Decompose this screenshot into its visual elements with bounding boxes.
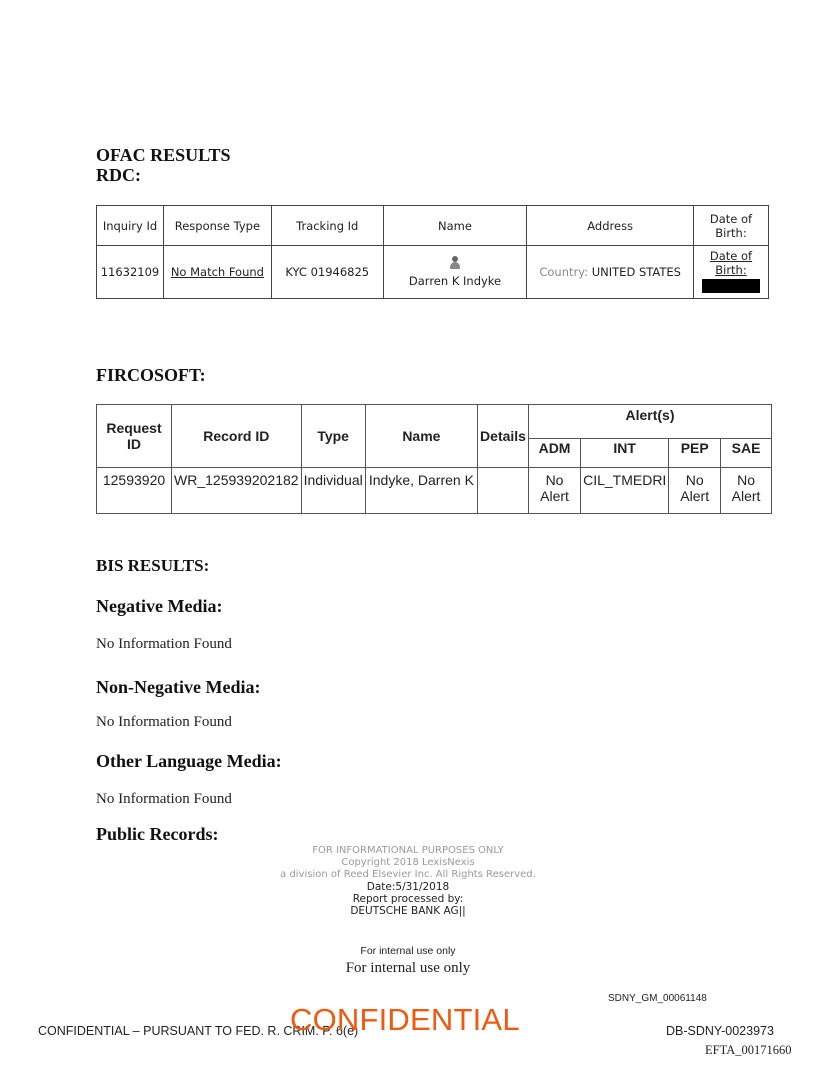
header-record-id: Record ID bbox=[172, 405, 302, 468]
type-cell: Individual bbox=[301, 468, 365, 514]
response-type-cell bbox=[163, 246, 271, 299]
rdc-results-table bbox=[96, 205, 769, 299]
header-address: Address bbox=[527, 206, 694, 246]
tracking-id-cell: KYC 01946825 bbox=[271, 246, 383, 299]
copyright-line: Copyright 2018 LexisNexis bbox=[341, 857, 475, 868]
header-name: Name bbox=[383, 206, 527, 246]
name-cell bbox=[383, 246, 527, 299]
lexisnexis-notice bbox=[0, 845, 816, 917]
pep-cell: No Alert bbox=[669, 468, 721, 514]
country-label: Country: bbox=[539, 265, 589, 279]
sae-cell: No Alert bbox=[721, 468, 772, 514]
request-id-cell: 12593920 bbox=[97, 468, 172, 514]
header-tracking-id: Tracking Id bbox=[271, 206, 383, 246]
inquiry-id-cell: 11632109 bbox=[97, 246, 164, 299]
sdny-bates-number: SDNY_GM_00061148 bbox=[608, 993, 707, 1004]
header-int: INT bbox=[581, 439, 669, 468]
public-records-title: Public Records: bbox=[96, 824, 219, 844]
header-details: Details bbox=[478, 405, 529, 468]
internal-use-notice-small: For internal use only bbox=[360, 945, 456, 957]
country-value: UNITED STATES bbox=[591, 265, 681, 279]
header-pep: PEP bbox=[669, 439, 721, 468]
person-icon bbox=[449, 256, 461, 269]
internal-use-notice: For internal use only bbox=[345, 960, 471, 976]
non-negative-media-title: Non-Negative Media: bbox=[96, 677, 261, 697]
negative-media-text: No Information Found bbox=[96, 636, 232, 652]
int-cell: CIL_TMEDRI bbox=[581, 468, 669, 514]
header-adm: ADM bbox=[528, 439, 580, 468]
processed-by-label: Report processed by: bbox=[352, 893, 464, 905]
non-negative-media-text: No Information Found bbox=[96, 714, 232, 730]
table-row bbox=[97, 468, 772, 514]
negative-media-title: Negative Media: bbox=[96, 596, 223, 616]
rdc-header-row bbox=[97, 206, 769, 246]
person-name: Darren K Indyke bbox=[408, 274, 502, 288]
record-id-cell: WR_125939202182 bbox=[172, 468, 302, 514]
header-sae: SAE bbox=[721, 439, 772, 468]
header-date-of-birth: Date of Birth: bbox=[693, 206, 768, 246]
confidential-stamp: CONFIDENTIAL bbox=[290, 1002, 520, 1037]
header-response-type: Response Type bbox=[163, 206, 271, 246]
dob-cell bbox=[693, 246, 768, 299]
fircosoft-heading: FIRCOSOFT: bbox=[96, 365, 206, 385]
address-cell bbox=[527, 246, 694, 299]
no-match-found-link[interactable]: No Match Found bbox=[170, 265, 264, 279]
name-cell: Indyke, Darren K bbox=[365, 468, 477, 514]
other-language-media-title: Other Language Media: bbox=[96, 751, 282, 771]
header-type: Type bbox=[301, 405, 365, 468]
report-date: Date:5/31/2018 bbox=[366, 881, 450, 893]
header-alerts: Alert(s) bbox=[528, 405, 771, 439]
adm-cell: No Alert bbox=[528, 468, 580, 514]
header-request-id: Request ID bbox=[97, 405, 172, 468]
confidential-legend: CONFIDENTIAL – PURSUANT TO FED. R. CRIM. P. 6(e) bbox=[38, 1024, 359, 1038]
informational-purposes-line: FOR INFORMATIONAL PURPOSES ONLY bbox=[312, 845, 504, 856]
other-language-media-text: No Information Found bbox=[96, 791, 232, 807]
header-name: Name bbox=[365, 405, 477, 468]
header-inquiry-id: Inquiry Id bbox=[97, 206, 164, 246]
db-sdny-bates-number: DB-SDNY-0023973 bbox=[666, 1024, 774, 1038]
redaction-block bbox=[702, 279, 760, 293]
bis-heading: BIS RESULTS: bbox=[96, 556, 210, 575]
efta-number: EFTA_00171660 bbox=[705, 1043, 792, 1057]
ofac-heading: OFAC RESULTS bbox=[96, 145, 231, 165]
table-row bbox=[97, 246, 769, 299]
fircosoft-results-table bbox=[96, 404, 772, 514]
dob-label: Date of Birth: bbox=[709, 248, 753, 277]
rdc-subheading: RDC: bbox=[96, 165, 141, 185]
processed-by-bank: DEUTSCHE BANK AG|| bbox=[350, 905, 466, 917]
fircosoft-header-row bbox=[97, 405, 772, 439]
details-cell bbox=[478, 468, 529, 514]
rights-line: a division of Reed Elsevier Inc. All Rights Reserved. bbox=[280, 869, 536, 880]
